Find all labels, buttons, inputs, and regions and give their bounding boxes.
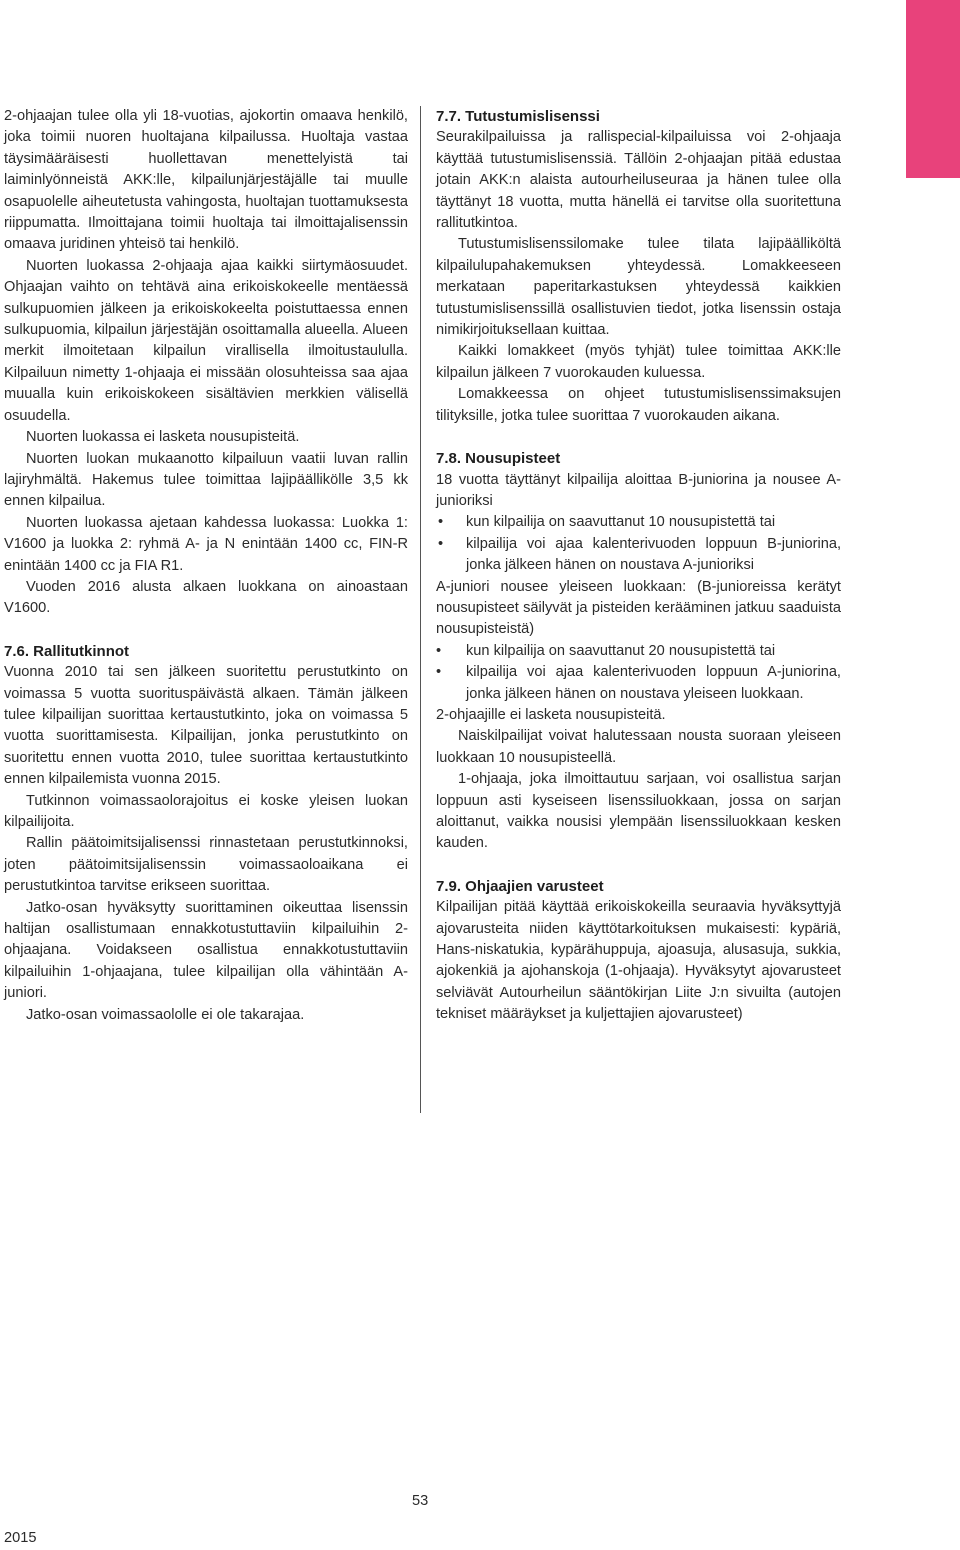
paragraph: Seurakilpailuissa ja rallispecial-kilpailuissa voi 2-ohjaaja käyttää tutustumislisenssiä. Tällöin 2-ohjaajan pitää edustaa jotain AKK:n alaista autourheiluseuraa ja hänen tulee olla täyttänyt 18 vuotta, mutta hänellä ei tarvitse olla suoritettuna rallitutkintoa. bbox=[436, 129, 841, 232]
section-heading-7-9: 7.9. Ohjaajien varusteet bbox=[436, 877, 604, 895]
footer-year: 2015 bbox=[4, 1530, 37, 1546]
paragraph: Jatko-osan voimassaololle ei ole takarajaa. bbox=[26, 1006, 305, 1023]
bullet-list bbox=[436, 512, 841, 576]
bullet-list bbox=[436, 641, 841, 705]
paragraph: 2-ohjaajille ei lasketa nousupisteitä. bbox=[436, 706, 666, 723]
paragraph: Vuonna 2010 tai sen jälkeen suoritettu perustutkinto on voimassa 5 vuotta suorituspäivästä alkaen. Tämän jälkeen tulee kilpailijan suorittaa kertaustutkinto, joka on voimassa 5 vuotta suorittamisesta. Kilpailijan, jonka perustutkinto on suoritettu ennen vuotta 2010, tulee suorittaa kertaustutkinto ennen kilpailemista vuonna 2015. bbox=[4, 664, 408, 788]
paragraph: Vuoden 2016 alusta alkaen luokkana on ainoastaan V1600. bbox=[4, 578, 408, 617]
column-divider bbox=[420, 106, 421, 1113]
paragraph: Tutustumislisenssilomake tulee tilata lajipäälliköltä kilpailulupahakemuksen yhteydessä. Lomakkeeseen merkataan paperitarkastuksen yhteydessä kaikkien tutustumislisenssillä osallistuvien tiedot, jotka lisenssin ostaja nimikirjoituksellaan kuittaa. bbox=[436, 236, 841, 339]
paragraph: Tutkinnon voimassaolorajoitus ei koske yleisen luokan kilpailijoita. bbox=[4, 792, 408, 830]
paragraph: Nuorten luokassa ajetaan kahdessa luokassa: Luokka 1: V1600 ja luokka 2: ryhmä A- ja N enintään 1400 cc, FIN-R enintään 1400 cc ja FIA R1. bbox=[4, 514, 408, 574]
list-item: • kilpailija voi ajaa kalenterivuoden loppuun B-juniorina, jonka jälkeen hänen on noustava A-junioriksi bbox=[436, 534, 841, 577]
paragraph: Jatko-osan hyväksytty suorittaminen oikeuttaa lisenssin haltijan osallistumaan ennakkotustuttaviin kilpailuihin 2-ohjaajana. Voidakseen osallistua ennakkotustuttaviin kilpailuihin 1-ohjaajana, tulee kilpailijan olla vähintään A-juniori. bbox=[4, 899, 408, 1002]
paragraph: Naiskilpailijat voivat halutessaan nousta suoraan yleiseen luokkaan 10 nousupisteellä. bbox=[436, 728, 841, 766]
list-item: • kun kilpailija on saavuttanut 20 nousupistettä tai bbox=[436, 641, 841, 662]
paragraph: 1-ohjaaja, joka ilmoittautuu sarjaan, voi osallistua sarjan loppuun asti kyseiseen lisenssiluokkaan, jossa on sarjan aloittanut, vaikka nousisi ylempään lisenssiluokkaan kesken kauden. bbox=[436, 771, 841, 852]
left-column bbox=[4, 106, 408, 1026]
section-heading-7-7: 7.7. Tutustumislisenssi bbox=[436, 108, 600, 125]
page-number: 53 bbox=[412, 1493, 429, 1509]
paragraph: Lomakkeessa on ohjeet tutustumislisenssimaksujen tilityksille, jotka tulee suorittaa 7 vuorokauden aikana. bbox=[436, 386, 841, 424]
right-column bbox=[436, 106, 841, 1026]
paragraph: Rallin päätoimitsijalisenssi rinnastetaan perustutkinnoksi, joten päätoimitsijalisenssin voimassaoloaikana ei perustutkintoa tarvitse erikseen suorittaa. bbox=[4, 835, 408, 895]
section-heading-7-6: 7.6. Rallitutkinnot bbox=[4, 642, 130, 660]
section-heading-7-8: 7.8. Nousupisteet bbox=[436, 450, 561, 468]
paragraph: Kaikki lomakkeet (myös tyhjät) tulee toimittaa AKK:lle kilpailun jälkeen 7 vuorokauden kuluessa. bbox=[436, 343, 841, 381]
paragraph: 18 vuotta täyttänyt kilpailija aloittaa B-juniorina ja nousee A-junioriksi bbox=[436, 471, 841, 509]
list-item: • kun kilpailija on saavuttanut 10 nousupistettä tai bbox=[436, 512, 841, 533]
paragraph: Nuorten luokassa ei lasketa nousupisteitä. bbox=[26, 429, 300, 446]
paragraph: 2-ohjaajan tulee olla yli 18-vuotias, ajokortin omaava henkilö, joka toimii nuoren huoltajana kilpailussa. Huoltaja vastaa täysimääräisesti huollettavan menettelyistä tai laiminlyönneistä AKK:lle, kilpailunjärjestäjälle tai muulle osapuolelle aiheutetusta vahingosta, huoltajan tuottamuksesta riippumatta. Ilmoittajana toimii huoltaja tai ilmoittajalisenssin omaava juridinen yhteisö tai henkilö. bbox=[4, 108, 408, 253]
paragraph: Nuorten luokassa 2-ohjaaja ajaa kaikki siirtymäosuudet. Ohjaajan vaihto on tehtävä aina erikoiskokeelle mentäessä sulkupuomien jälkeen ja erikoiskokeelta poistuttaessa ennen sulkupuomia, kilpailun järjestäjän osoittamalla alueella. Alueen merkit ilmoitetaan kilpailun virallisella ilmoitustaululla. Kilpailuun nimetty 1-ohjaaja ei missään olosuhteissa saa ajaa muualla kuin erikoiskokeen sisältävien merkkien välisellä osuudella. bbox=[4, 257, 408, 424]
list-item: • kilpailija voi ajaa kalenterivuoden loppuun A-juniorina, jonka jälkeen hänen on noustava yleiseen luokkaan. bbox=[436, 662, 841, 705]
paragraph: Nuorten luokan mukaanotto kilpailuun vaatii luvan rallin lajiryhmältä. Hakemus tulee toimittaa lajipäällikölle 3,5 kk ennen kilpailua. bbox=[4, 450, 408, 510]
section-color-tab bbox=[906, 0, 960, 178]
paragraph: A-juniori nousee yleiseen luokkaan: (B-junioreissa kerätyt nousupisteet säilyvät ja pisteiden kerääminen jatkuu saaduista nousupisteistä) bbox=[436, 578, 841, 638]
paragraph: Kilpailijan pitää käyttää erikoiskokeilla seuraavia hyväksyttyjä ajovarusteita niiden käyttötarkoituksen mukaisesti: kypäriä, Hans-niskatukia, kypärähuppuja, ajoasuja, alusasuja, sukkia, ajokenkiä ja ajohanskoja (1-ohjaaja). Hyväksytyt ajovarusteet selviävät Autourheilun sääntökirjan Liite J:n sivuilta (autojen tekniset määräykset ja kuljettajien ajovarusteet) bbox=[436, 899, 841, 1023]
